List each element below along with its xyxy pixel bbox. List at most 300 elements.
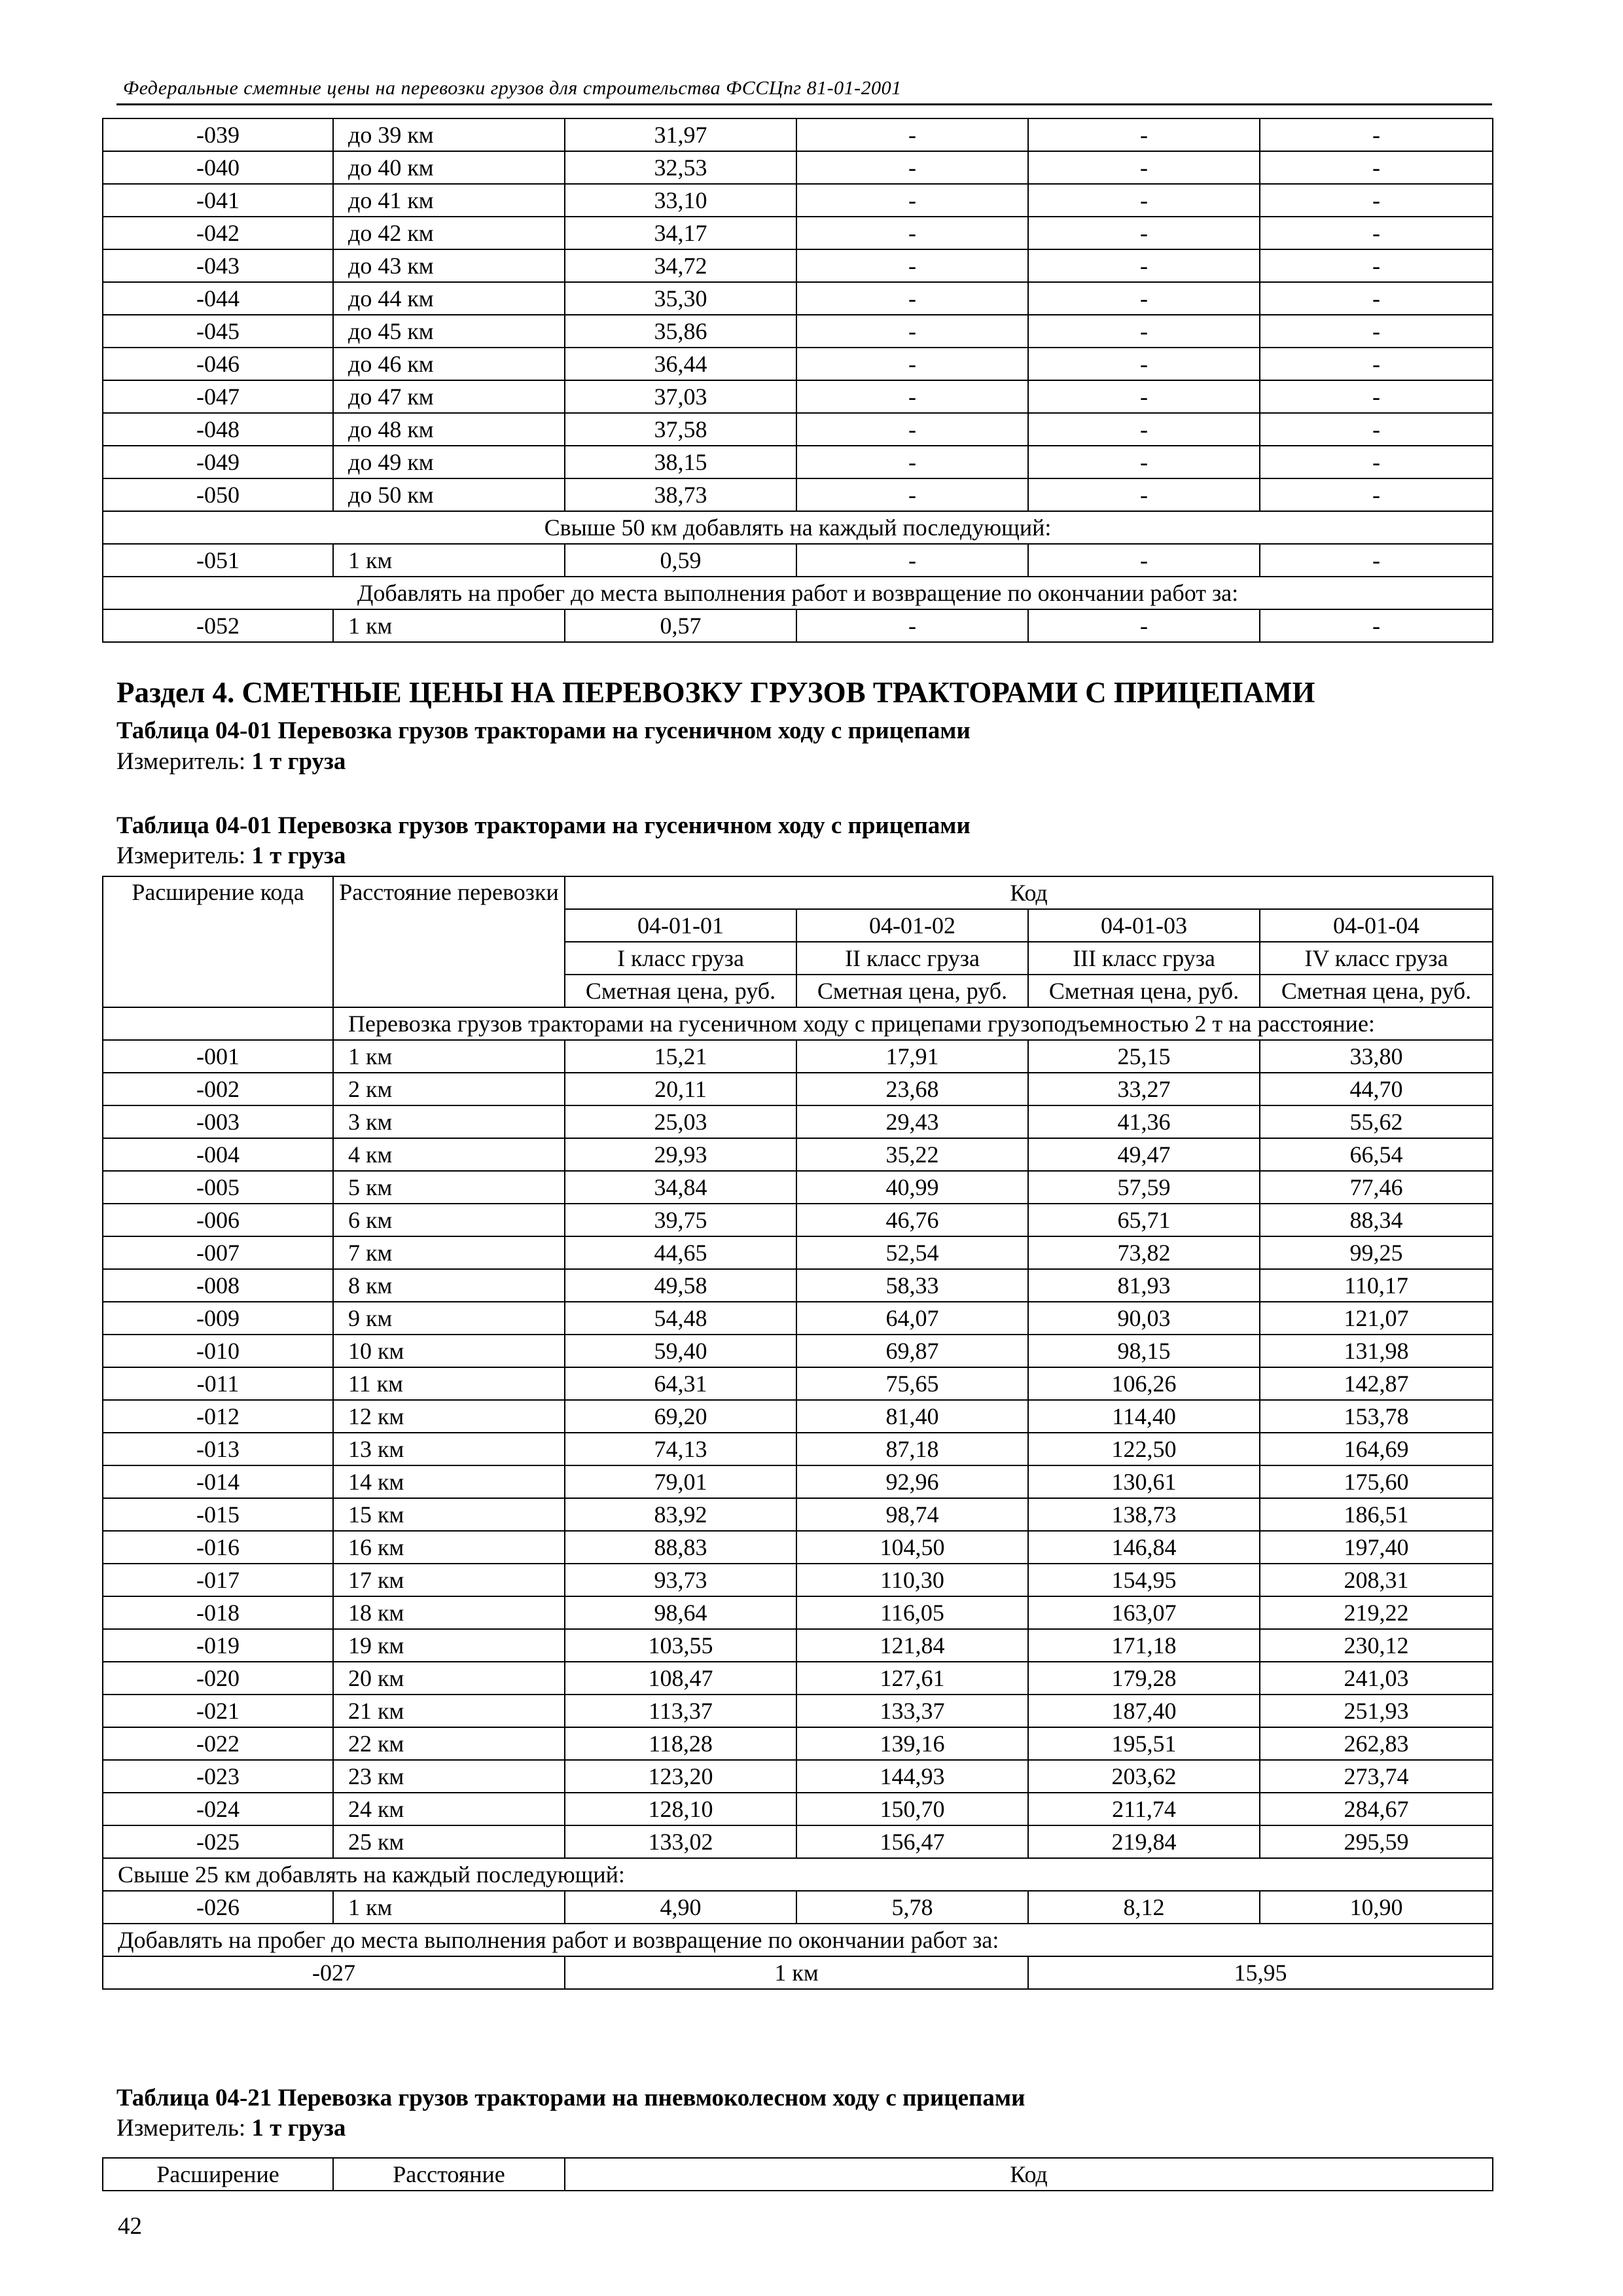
code-number: 04-01-02 [796, 909, 1028, 942]
row-value: - [1028, 282, 1260, 315]
over-50-note-row [103, 511, 1493, 544]
row-code: -025 [103, 1825, 333, 1858]
table-row [103, 1564, 1493, 1596]
row-distance: 15 км [333, 1498, 565, 1531]
row-value: 46,76 [796, 1204, 1028, 1236]
row-value: 55,62 [1260, 1105, 1493, 1138]
row-distance: до 44 км [333, 282, 565, 315]
row-value: 49,47 [1028, 1138, 1260, 1171]
cargo-class: I класс груза [565, 942, 796, 975]
row-value: 36,44 [565, 348, 796, 380]
row-value: - [1028, 478, 1260, 511]
row-code: -043 [103, 249, 333, 282]
row-code: -014 [103, 1465, 333, 1498]
row-value: 187,40 [1028, 1695, 1260, 1727]
table-title-04-01-b: Таблица 04-01 Перевозка грузов тракторами на гусеничном ходу с прицепами [116, 812, 971, 839]
price-label: Сметная цена, руб. [1260, 975, 1493, 1007]
row-distance: 1 км [333, 609, 565, 642]
row-value: 32,53 [565, 151, 796, 184]
row-value: 251,93 [1260, 1695, 1493, 1727]
running-header: Федеральные сметные цены на перевозки грузов для строительства ФССЦпг 81-01-2001 [123, 77, 902, 99]
row-value: - [796, 478, 1028, 511]
row-value: 98,15 [1028, 1335, 1260, 1367]
row-value: - [1260, 151, 1493, 184]
row-value: 64,31 [565, 1367, 796, 1400]
row-code: -039 [103, 118, 333, 151]
row-code: -012 [103, 1400, 333, 1433]
row-value: 0,57 [565, 609, 796, 642]
row-code: -018 [103, 1596, 333, 1629]
row-value: 153,78 [1260, 1400, 1493, 1433]
row-value: 83,92 [565, 1498, 796, 1531]
row-distance: 9 км [333, 1302, 565, 1335]
row-value: 44,70 [1260, 1073, 1493, 1105]
row-value: 284,67 [1260, 1793, 1493, 1825]
row-value: 40,99 [796, 1171, 1028, 1204]
table-row [103, 1498, 1493, 1531]
row-code: -007 [103, 1236, 333, 1269]
table-row [103, 1335, 1493, 1367]
code-number: 04-01-03 [1028, 909, 1260, 942]
row-value: 57,59 [1028, 1171, 1260, 1204]
row-value: - [796, 184, 1028, 217]
row-value: 139,16 [796, 1727, 1028, 1760]
row-value: 0,59 [565, 544, 796, 577]
row-value: 8,12 [1028, 1891, 1260, 1924]
table-row [103, 1793, 1493, 1825]
row-value: 33,10 [565, 184, 796, 217]
row-value: 127,61 [796, 1662, 1028, 1695]
row-distance: 4 км [333, 1138, 565, 1171]
row-value: - [1260, 446, 1493, 478]
row-value: - [1028, 609, 1260, 642]
row-value: 106,26 [1028, 1367, 1260, 1400]
table-row [103, 1433, 1493, 1465]
row-value: 116,05 [796, 1596, 1028, 1629]
row-value: 25,15 [1028, 1040, 1260, 1073]
row-code: -045 [103, 315, 333, 348]
row-distance: 14 км [333, 1465, 565, 1498]
table-row [103, 217, 1493, 249]
row-distance: до 50 км [333, 478, 565, 511]
row-value: - [796, 151, 1028, 184]
row-distance: 12 км [333, 1400, 565, 1433]
table-row [103, 1105, 1493, 1138]
row-value: 90,03 [1028, 1302, 1260, 1335]
code-header: Код [565, 2158, 1493, 2191]
row-code: -051 [103, 544, 333, 577]
table-row [103, 1629, 1493, 1662]
table-row [103, 478, 1493, 511]
row-distance: до 41 км [333, 184, 565, 217]
return-note-row [103, 1924, 1493, 1956]
row-distance: 18 км [333, 1596, 565, 1629]
table-row [103, 151, 1493, 184]
row-code: -015 [103, 1498, 333, 1531]
meter-value: 1 т груза [251, 2115, 346, 2142]
row-value: 186,51 [1260, 1498, 1493, 1531]
table-row [103, 1825, 1493, 1858]
row-value: 29,93 [565, 1138, 796, 1171]
row-value: 75,65 [796, 1367, 1028, 1400]
row-value: - [1028, 315, 1260, 348]
row-value: 150,70 [796, 1793, 1028, 1825]
row-code: -044 [103, 282, 333, 315]
row-distance: до 43 км [333, 249, 565, 282]
row-value: - [1028, 446, 1260, 478]
row-code: -009 [103, 1302, 333, 1335]
row-value: 262,83 [1260, 1727, 1493, 1760]
row-code: -019 [103, 1629, 333, 1662]
row-value: 241,03 [1260, 1662, 1493, 1695]
row-value: 92,96 [796, 1465, 1028, 1498]
row-value: - [796, 609, 1028, 642]
row-value: 144,93 [796, 1760, 1028, 1793]
over-50-note: Свыше 50 км добавлять на каждый последующий: [103, 511, 1493, 544]
row-distance: 2 км [333, 1073, 565, 1105]
row-distance: 1 км [333, 544, 565, 577]
table-title-04-21: Таблица 04-21 Перевозка грузов тракторами на пневмоколесном ходу с прицепами [116, 2085, 1026, 2111]
row-code: -026 [103, 1891, 333, 1924]
row-value: 195,51 [1028, 1727, 1260, 1760]
row-value: 104,50 [796, 1531, 1028, 1564]
row-value: 123,20 [565, 1760, 796, 1793]
row-value: 38,73 [565, 478, 796, 511]
row-code: -021 [103, 1695, 333, 1727]
row-distance: до 48 км [333, 413, 565, 446]
row-distance: до 39 км [333, 118, 565, 151]
row-code: -013 [103, 1433, 333, 1465]
row-value: 110,30 [796, 1564, 1028, 1596]
table-row [103, 1695, 1493, 1727]
row-code: -002 [103, 1073, 333, 1105]
continuation-table [102, 118, 1493, 643]
row-distance: 8 км [333, 1269, 565, 1302]
row-value: - [1260, 413, 1493, 446]
table-row [103, 249, 1493, 282]
row-value: 20,11 [565, 1073, 796, 1105]
row-value: 66,54 [1260, 1138, 1493, 1171]
row-value: 73,82 [1028, 1236, 1260, 1269]
row-value: - [796, 249, 1028, 282]
table-row [103, 1236, 1493, 1269]
row-value: 128,10 [565, 1793, 796, 1825]
row-value: 203,62 [1028, 1760, 1260, 1793]
price-label: Сметная цена, руб. [565, 975, 796, 1007]
table-row [103, 1171, 1493, 1204]
row-value: - [796, 348, 1028, 380]
row-value: 156,47 [796, 1825, 1028, 1858]
row-value: 34,17 [565, 217, 796, 249]
over-25-note: Свыше 25 км добавлять на каждый последующий: [103, 1858, 1493, 1891]
row-value: 118,28 [565, 1727, 796, 1760]
row-value: 146,84 [1028, 1531, 1260, 1564]
row-value: 39,75 [565, 1204, 796, 1236]
table-row [103, 609, 1493, 642]
row-value: 41,36 [1028, 1105, 1260, 1138]
row-value: 34,84 [565, 1171, 796, 1204]
row-value: 211,74 [1028, 1793, 1260, 1825]
ext-code-header: Расширение кода [103, 876, 333, 1007]
row-value: 88,83 [565, 1531, 796, 1564]
meter-value: 1 т груза [251, 842, 346, 869]
row-code: -041 [103, 184, 333, 217]
subheader-text: Перевозка грузов тракторами на гусеничном ходу с прицепами грузоподъемностью 2 т на расстояние: [333, 1007, 1493, 1040]
row-code: -023 [103, 1760, 333, 1793]
row-value: 179,28 [1028, 1662, 1260, 1695]
row-value: - [1260, 315, 1493, 348]
code-header: Код [565, 876, 1493, 909]
row-value: 131,98 [1260, 1335, 1493, 1367]
row-distance: 11 км [333, 1367, 565, 1400]
row-value: 17,91 [796, 1040, 1028, 1073]
table-row [103, 1204, 1493, 1236]
row-value: - [1028, 217, 1260, 249]
row-value: 219,22 [1260, 1596, 1493, 1629]
row-code: -016 [103, 1531, 333, 1564]
row-value: - [1260, 249, 1493, 282]
row-value: 15,21 [565, 1040, 796, 1073]
row-distance: 10 км [333, 1335, 565, 1367]
table-row [103, 544, 1493, 577]
table-title-04-01-a: Таблица 04-01 Перевозка грузов тракторами на гусеничном ходу с прицепами [116, 717, 971, 744]
row-value: 25,03 [565, 1105, 796, 1138]
row-value: 219,84 [1028, 1825, 1260, 1858]
row-value: 121,84 [796, 1629, 1028, 1662]
row-value: 33,80 [1260, 1040, 1493, 1073]
table-row [103, 1531, 1493, 1564]
row-code: -024 [103, 1793, 333, 1825]
empty-cell [103, 1007, 333, 1040]
table-row [103, 1040, 1493, 1073]
row-value: - [1028, 413, 1260, 446]
price-label: Сметная цена, руб. [1028, 975, 1260, 1007]
table-row [103, 1367, 1493, 1400]
row-value: 175,60 [1260, 1465, 1493, 1498]
table-row [103, 1662, 1493, 1695]
row-distance: 20 км [333, 1662, 565, 1695]
row-value: 295,59 [1260, 1825, 1493, 1858]
row-distance: до 45 км [333, 315, 565, 348]
continuation-table-body [103, 118, 1493, 642]
row-value: 58,33 [796, 1269, 1028, 1302]
row-value: - [1260, 544, 1493, 577]
row-value: 81,93 [1028, 1269, 1260, 1302]
row-code: -010 [103, 1335, 333, 1367]
table-row [103, 1465, 1493, 1498]
over-25-note-row [103, 1858, 1493, 1891]
row-value: 38,15 [565, 446, 796, 478]
row-value: 273,74 [1260, 1760, 1493, 1793]
row-value: - [796, 544, 1028, 577]
row-value: 133,37 [796, 1695, 1028, 1727]
row-distance: до 47 км [333, 380, 565, 413]
row-value: 29,43 [796, 1105, 1028, 1138]
row-value: - [1028, 184, 1260, 217]
row-value: 54,48 [565, 1302, 796, 1335]
row-value: 99,25 [1260, 1236, 1493, 1269]
row-value: 163,07 [1028, 1596, 1260, 1629]
row-value: 33,27 [1028, 1073, 1260, 1105]
row-distance: до 42 км [333, 217, 565, 249]
row-value: 108,47 [565, 1662, 796, 1695]
row-value: 81,40 [796, 1400, 1028, 1433]
row-code: -048 [103, 413, 333, 446]
row-value: - [796, 118, 1028, 151]
table-row [103, 1596, 1493, 1629]
row-code: -040 [103, 151, 333, 184]
row-value: 154,95 [1028, 1564, 1260, 1596]
row-value: - [1260, 217, 1493, 249]
row-value: - [796, 446, 1028, 478]
price-label: Сметная цена, руб. [796, 975, 1028, 1007]
row-value: 35,22 [796, 1138, 1028, 1171]
row-distance: 17 км [333, 1564, 565, 1596]
meter-value: 1 т груза [251, 748, 346, 775]
row-value: 133,02 [565, 1825, 796, 1858]
distance-header: Расстояние перевозки [333, 876, 565, 1007]
row-distance: 21 км [333, 1695, 565, 1727]
row-value: 37,03 [565, 380, 796, 413]
row-value: - [1028, 380, 1260, 413]
row-distance: до 40 км [333, 151, 565, 184]
row-value: 69,87 [796, 1335, 1028, 1367]
row-value: - [796, 413, 1028, 446]
table-04-21 [102, 2157, 1493, 2191]
table-row [103, 1138, 1493, 1171]
row-value: 114,40 [1028, 1400, 1260, 1433]
row-value: 69,20 [565, 1400, 796, 1433]
row-distance: 16 км [333, 1531, 565, 1564]
row-code: -049 [103, 446, 333, 478]
row-value: 5,78 [796, 1891, 1028, 1924]
row-distance: 22 км [333, 1727, 565, 1760]
row-value: 88,34 [1260, 1204, 1493, 1236]
row-value: 197,40 [1260, 1531, 1493, 1564]
table-row [103, 1727, 1493, 1760]
return-note: Добавлять на пробег до места выполнения работ и возвращение по окончании работ за: [103, 1924, 1493, 1956]
row-value: 138,73 [1028, 1498, 1260, 1531]
table-row [103, 1302, 1493, 1335]
row-value: 4,90 [565, 1891, 796, 1924]
row-value: 98,74 [796, 1498, 1028, 1531]
row-code: -046 [103, 348, 333, 380]
table-row [103, 380, 1493, 413]
row-value: - [1260, 184, 1493, 217]
row-value: 49,58 [565, 1269, 796, 1302]
row-value: - [796, 380, 1028, 413]
row-code: -047 [103, 380, 333, 413]
row-value: 52,54 [796, 1236, 1028, 1269]
row-value: - [1260, 609, 1493, 642]
row-value: 64,07 [796, 1302, 1028, 1335]
row-value: - [796, 217, 1028, 249]
row-value: 87,18 [796, 1433, 1028, 1465]
row-value: - [796, 282, 1028, 315]
row-value: - [1260, 380, 1493, 413]
row-value: 93,73 [565, 1564, 796, 1596]
section-title: Раздел 4. СМЕТНЫЕ ЦЕНЫ НА ПЕРЕВОЗКУ ГРУЗОВ ТРАКТОРАМИ С ПРИЦЕПАМИ [116, 676, 1315, 709]
row-code: -050 [103, 478, 333, 511]
header-row [103, 2158, 1493, 2191]
row-value: - [1028, 249, 1260, 282]
row-code: -005 [103, 1171, 333, 1204]
row-value: 77,46 [1260, 1171, 1493, 1204]
row-value: - [1260, 348, 1493, 380]
table-row [103, 413, 1493, 446]
header-row [103, 876, 1493, 909]
row-code: -003 [103, 1105, 333, 1138]
row-distance: 25 км [333, 1825, 565, 1858]
table-row [103, 1269, 1493, 1302]
row-code: -022 [103, 1727, 333, 1760]
row-distance: 6 км [333, 1204, 565, 1236]
return-note: Добавлять на пробег до места выполнения работ и возвращение по окончании работ за: [103, 577, 1493, 609]
table-row [103, 446, 1493, 478]
cargo-class: IV класс груза [1260, 942, 1493, 975]
row-value: - [1260, 478, 1493, 511]
page-number: 42 [118, 2213, 142, 2240]
row-value: 171,18 [1028, 1629, 1260, 1662]
table-04-01 [102, 876, 1493, 1990]
row-value: 208,31 [1260, 1564, 1493, 1596]
table-row [103, 118, 1493, 151]
row-value: 35,30 [565, 282, 796, 315]
table-row [103, 282, 1493, 315]
row-value: 31,97 [565, 118, 796, 151]
row-code: -001 [103, 1040, 333, 1073]
row-value: 164,69 [1260, 1433, 1493, 1465]
code-number: 04-01-04 [1260, 909, 1493, 942]
row-value: 35,86 [565, 315, 796, 348]
row-code: -052 [103, 609, 333, 642]
row-code: -017 [103, 1564, 333, 1596]
cargo-class: III класс груза [1028, 942, 1260, 975]
row-value: 79,01 [565, 1465, 796, 1498]
table-04-01-body [103, 876, 1493, 1989]
row-distance: 7 км [333, 1236, 565, 1269]
table-row [103, 1760, 1493, 1793]
row-code: -011 [103, 1367, 333, 1400]
row-distance: 23 км [333, 1760, 565, 1793]
row-code: -027 [103, 1956, 565, 1989]
table-row [103, 315, 1493, 348]
row-code: -004 [103, 1138, 333, 1171]
row-code: -042 [103, 217, 333, 249]
row-distance: 13 км [333, 1433, 565, 1465]
row-distance: до 46 км [333, 348, 565, 380]
row-value: 98,64 [565, 1596, 796, 1629]
row-value: 110,17 [1260, 1269, 1493, 1302]
meter-line-b [116, 842, 346, 870]
row-value: 130,61 [1028, 1465, 1260, 1498]
row-value: 122,50 [1028, 1433, 1260, 1465]
row-value: - [1028, 151, 1260, 184]
row-value: 23,68 [796, 1073, 1028, 1105]
row-distance: 19 км [333, 1629, 565, 1662]
row-distance: 1 км [333, 1891, 565, 1924]
row-distance: 5 км [333, 1171, 565, 1204]
row-code: -006 [103, 1204, 333, 1236]
row-distance: до 49 км [333, 446, 565, 478]
row-distance: 1 км [333, 1040, 565, 1073]
row-value: 34,72 [565, 249, 796, 282]
row-value: 74,13 [565, 1433, 796, 1465]
row-code: -008 [103, 1269, 333, 1302]
row-value: - [796, 315, 1028, 348]
row-value: 142,87 [1260, 1367, 1493, 1400]
row-distance: 3 км [333, 1105, 565, 1138]
